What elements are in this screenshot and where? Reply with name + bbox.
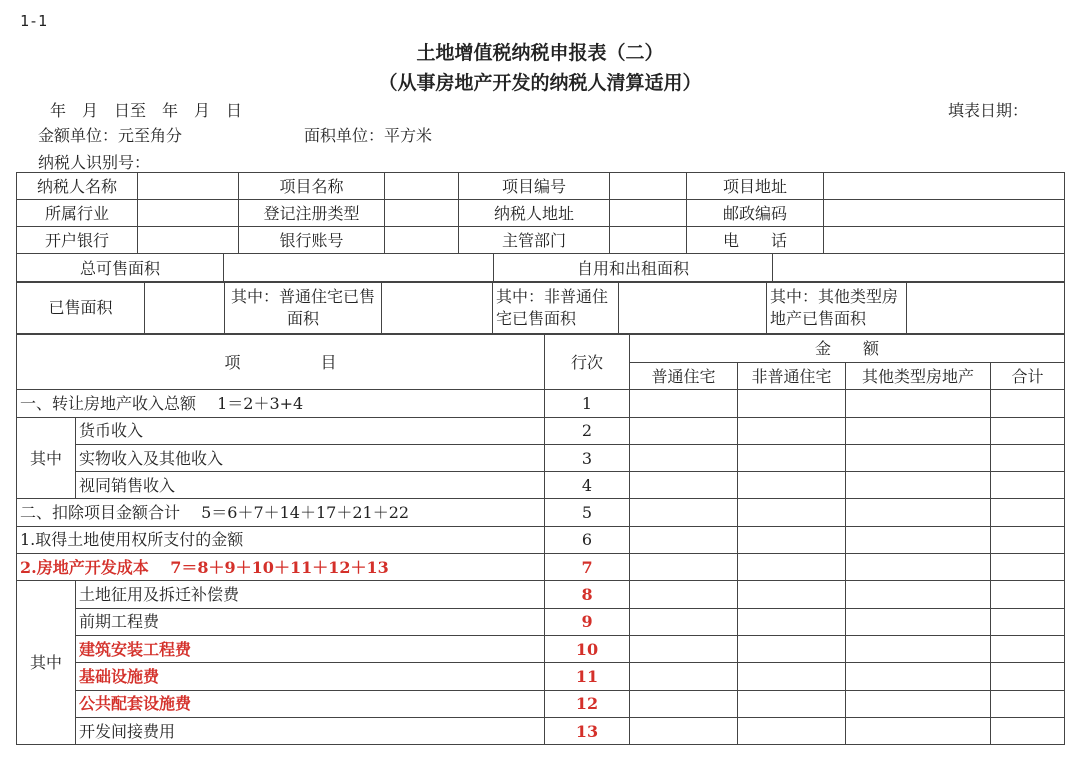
amount-cell[interactable] xyxy=(846,717,991,744)
table-row xyxy=(17,444,1065,471)
form-title: 土地增值税纳税申报表（二） xyxy=(416,42,664,64)
row-line: 12 xyxy=(545,690,630,717)
info-value[interactable] xyxy=(138,173,239,200)
amount-cell[interactable] xyxy=(738,608,846,635)
group-label: 其中 xyxy=(17,417,76,499)
info-label: 邮政编码 xyxy=(687,200,824,227)
amount-cell[interactable] xyxy=(738,635,846,662)
header-col-ordinary: 普通住宅 xyxy=(630,363,738,390)
area-label: 自用和出租面积 xyxy=(494,254,773,283)
group-label: 其中 xyxy=(17,581,76,745)
table-row xyxy=(17,663,1065,690)
table-row xyxy=(17,554,1065,581)
area-label: 其中：非普通住宅已售面积 xyxy=(493,282,619,334)
area-value[interactable] xyxy=(619,282,767,334)
info-value[interactable] xyxy=(385,227,459,254)
amount-cell[interactable] xyxy=(630,554,738,581)
row-label: 视同销售收入 xyxy=(76,472,545,499)
info-label: 纳税人地址 xyxy=(459,200,610,227)
amount-cell[interactable] xyxy=(846,690,991,717)
table-row xyxy=(17,390,1065,417)
area-label: 其中：普通住宅已售面积 xyxy=(225,282,382,334)
amount-cell[interactable] xyxy=(738,390,846,417)
area-label: 总可售面积 xyxy=(17,254,224,283)
amount-cell[interactable] xyxy=(991,554,1065,581)
amount-cell[interactable] xyxy=(991,663,1065,690)
header-col-non-ordinary: 非普通住宅 xyxy=(738,363,846,390)
amount-cell[interactable] xyxy=(991,717,1065,744)
row-line: 4 xyxy=(545,472,630,499)
header-line: 行次 xyxy=(545,335,630,390)
form-id: 1-1 xyxy=(20,12,48,30)
amount-cell[interactable] xyxy=(738,526,846,553)
sold-area-table xyxy=(16,281,1065,334)
amount-cell[interactable] xyxy=(738,581,846,608)
area-value[interactable] xyxy=(145,282,225,334)
amount-cell[interactable] xyxy=(846,581,991,608)
row-line: 10 xyxy=(545,635,630,662)
area-label: 其中：其他类型房地产已售面积 xyxy=(767,282,907,334)
amount-cell[interactable] xyxy=(991,472,1065,499)
row-label: 1.取得土地使用权所支付的金额 xyxy=(17,526,545,553)
amount-cell[interactable] xyxy=(991,390,1065,417)
row-line: 2 xyxy=(545,417,630,444)
amount-cell[interactable] xyxy=(630,717,738,744)
amount-cell[interactable] xyxy=(630,663,738,690)
amount-cell[interactable] xyxy=(738,417,846,444)
row-label: 公共配套设施费 xyxy=(76,690,545,717)
info-label: 登记注册类型 xyxy=(239,200,385,227)
row-label: 开发间接费用 xyxy=(76,717,545,744)
row-label: 土地征用及拆迁补偿费 xyxy=(76,581,545,608)
row-line: 7 xyxy=(545,554,630,581)
amount-cell[interactable] xyxy=(630,444,738,471)
area-label: 已售面积 xyxy=(17,282,145,334)
table-row xyxy=(17,499,1065,526)
info-label: 主管部门 xyxy=(459,227,610,254)
amount-cell[interactable] xyxy=(738,499,846,526)
amount-cell[interactable] xyxy=(738,554,846,581)
table-row xyxy=(17,581,1065,608)
amount-cell[interactable] xyxy=(738,690,846,717)
info-value[interactable] xyxy=(138,200,239,227)
row-label: 二、扣除项目金额合计 5＝6＋7＋14＋17＋21＋22 xyxy=(17,499,545,526)
row-line: 9 xyxy=(545,608,630,635)
amount-cell[interactable] xyxy=(630,608,738,635)
row-line: 8 xyxy=(545,581,630,608)
amount-cell[interactable] xyxy=(630,499,738,526)
info-value[interactable] xyxy=(824,200,1065,227)
amount-cell[interactable] xyxy=(630,690,738,717)
item-table xyxy=(16,334,1065,745)
row-label: 基础设施费 xyxy=(76,663,545,690)
row-label: 建筑安装工程费 xyxy=(76,635,545,662)
amount-cell[interactable] xyxy=(738,717,846,744)
table-row xyxy=(17,690,1065,717)
info-value[interactable] xyxy=(385,200,459,227)
amount-cell[interactable] xyxy=(991,444,1065,471)
amount-cell[interactable] xyxy=(991,581,1065,608)
table-row xyxy=(17,417,1065,444)
amount-cell[interactable] xyxy=(630,417,738,444)
amount-cell[interactable] xyxy=(991,635,1065,662)
taxpayer-info-table xyxy=(16,172,1065,254)
amount-cell[interactable] xyxy=(630,635,738,662)
header-item: 项 目 xyxy=(17,335,545,390)
amount-cell[interactable] xyxy=(991,690,1065,717)
row-line: 5 xyxy=(545,499,630,526)
info-label: 电 话 xyxy=(687,227,824,254)
info-value[interactable] xyxy=(610,227,687,254)
row-label: 货币收入 xyxy=(76,417,545,444)
amount-cell[interactable] xyxy=(846,472,991,499)
amount-cell[interactable] xyxy=(991,526,1065,553)
row-line: 6 xyxy=(545,526,630,553)
info-value[interactable] xyxy=(610,200,687,227)
row-line: 13 xyxy=(545,717,630,744)
row-line: 3 xyxy=(545,444,630,471)
amount-cell[interactable] xyxy=(846,526,991,553)
form-subtitle: （从事房地产开发的纳税人清算适用） xyxy=(378,72,702,94)
row-label: 前期工程费 xyxy=(76,608,545,635)
amount-cell[interactable] xyxy=(846,554,991,581)
amount-cell[interactable] xyxy=(846,417,991,444)
row-line: 11 xyxy=(545,663,630,690)
info-label: 项目编号 xyxy=(459,173,610,200)
amount-cell[interactable] xyxy=(630,472,738,499)
row-label: 2.房地产开发成本 7＝8＋9＋10＋11＋12＋13 xyxy=(17,554,545,581)
amount-cell[interactable] xyxy=(738,472,846,499)
table-row xyxy=(17,526,1065,553)
amount-cell[interactable] xyxy=(846,663,991,690)
period-line: 年 月 日至 年 月 日 xyxy=(50,101,243,120)
info-label: 开户银行 xyxy=(17,227,138,254)
amount-cell[interactable] xyxy=(991,608,1065,635)
amount-cell[interactable] xyxy=(846,390,991,417)
amount-cell[interactable] xyxy=(991,499,1065,526)
info-label: 纳税人名称 xyxy=(17,173,138,200)
info-label: 项目地址 xyxy=(687,173,824,200)
area-unit: 面积单位：平方米 xyxy=(304,126,433,145)
amount-cell[interactable] xyxy=(630,526,738,553)
header-amount: 金 额 xyxy=(630,335,1065,363)
table-row xyxy=(17,608,1065,635)
fill-date-label: 填表日期： xyxy=(948,101,1029,120)
row-line: 1 xyxy=(545,390,630,417)
header-col-total: 合计 xyxy=(991,363,1065,390)
info-value[interactable] xyxy=(385,173,459,200)
taxpayer-id-label: 纳税人识别号： xyxy=(38,153,151,172)
area-value[interactable] xyxy=(224,254,494,283)
amount-cell[interactable] xyxy=(738,444,846,471)
table-row xyxy=(17,717,1065,744)
area-value[interactable] xyxy=(907,282,1065,334)
table-row xyxy=(17,472,1065,499)
amount-cell[interactable] xyxy=(846,499,991,526)
header-col-other: 其他类型房地产 xyxy=(846,363,991,390)
area-value[interactable] xyxy=(382,282,493,334)
row-label: 一、转让房地产收入总额 1＝2＋3+4 xyxy=(17,390,545,417)
info-value[interactable] xyxy=(824,227,1065,254)
info-value[interactable] xyxy=(610,173,687,200)
row-label: 实物收入及其他收入 xyxy=(76,444,545,471)
info-value[interactable] xyxy=(824,173,1065,200)
table-row xyxy=(17,635,1065,662)
amount-cell[interactable] xyxy=(630,581,738,608)
amount-cell[interactable] xyxy=(846,444,991,471)
amount-cell[interactable] xyxy=(738,663,846,690)
area-summary-table xyxy=(16,253,1065,283)
amount-cell[interactable] xyxy=(846,635,991,662)
area-value[interactable] xyxy=(773,254,1065,283)
info-label: 所属行业 xyxy=(17,200,138,227)
amount-unit: 金额单位：元至角分 xyxy=(38,126,183,145)
amount-cell[interactable] xyxy=(846,608,991,635)
info-label: 银行账号 xyxy=(239,227,385,254)
info-value[interactable] xyxy=(138,227,239,254)
amount-cell[interactable] xyxy=(991,417,1065,444)
amount-cell[interactable] xyxy=(630,390,738,417)
info-label: 项目名称 xyxy=(239,173,385,200)
